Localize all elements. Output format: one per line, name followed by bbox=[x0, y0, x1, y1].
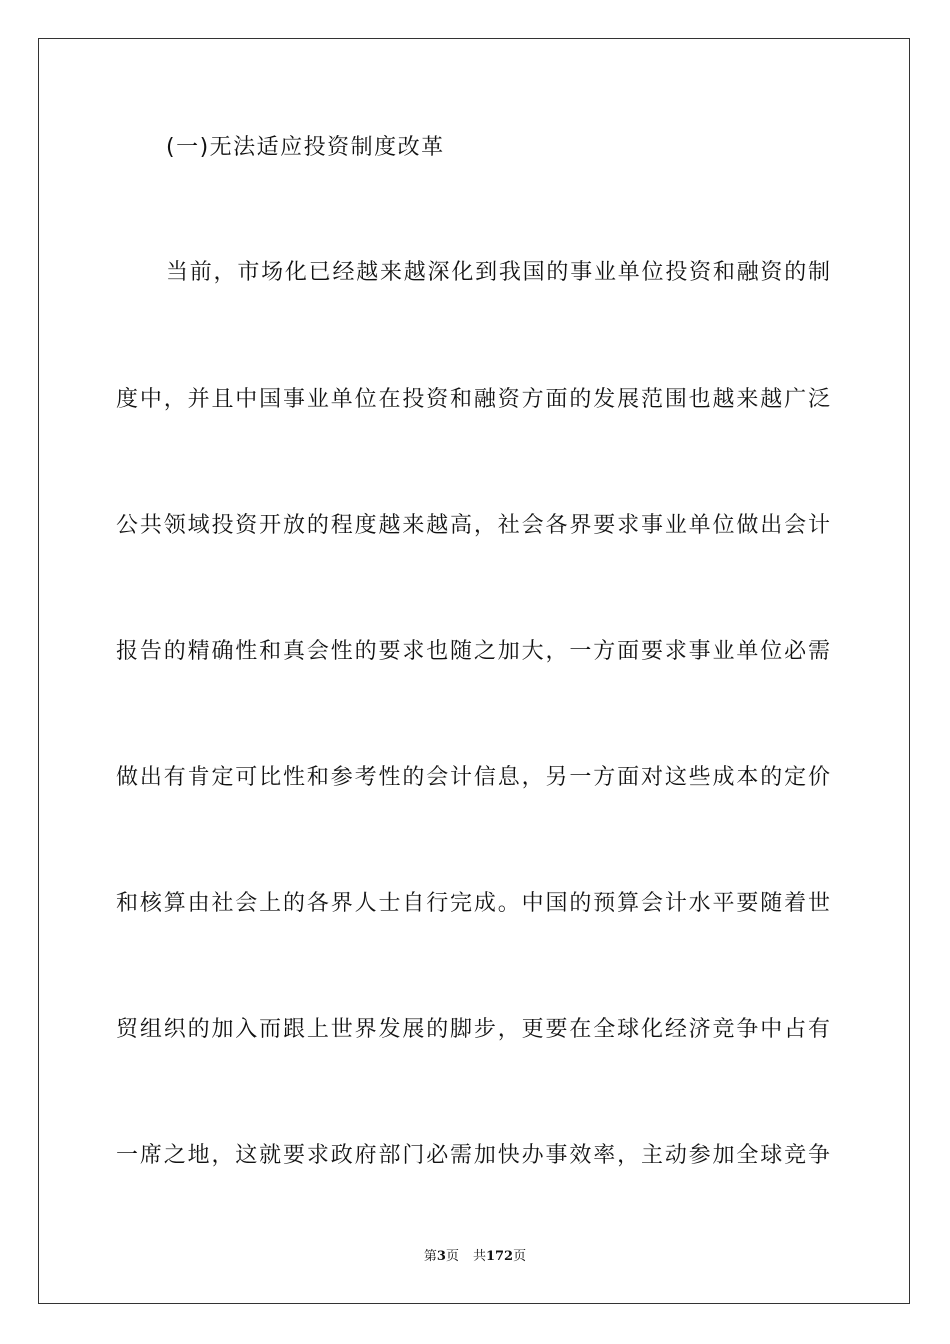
paragraph-line-5: 做出有肯定可比性和参考性的会计信息，另一方面对这些成本的定价 bbox=[116, 765, 830, 790]
total-suffix: 页 bbox=[513, 1249, 527, 1264]
paragraph-line-1: 当前，市场化已经越来越深化到我国的事业单位投资和融资的制 bbox=[166, 260, 830, 285]
page-footer bbox=[0, 1248, 950, 1266]
total-prefix: 共 bbox=[472, 1249, 486, 1264]
total-pages: 172 bbox=[485, 1249, 514, 1264]
paragraph-line-7: 贸组织的加入而跟上世界发展的脚步，更要在全球化经济竞争中占有 bbox=[116, 1017, 830, 1042]
page-number: 3 bbox=[436, 1249, 446, 1264]
section-heading: (一)无法适应投资制度改革 bbox=[166, 135, 445, 160]
paragraph-line-3: 公共领域投资开放的程度越来越高，社会各界要求事业单位做出会计 bbox=[116, 513, 830, 538]
paragraph-line-6: 和核算由社会上的各界人士自行完成。中国的预算会计水平要随着世 bbox=[116, 891, 830, 916]
paragraph-line-8: 一席之地，这就要求政府部门必需加快办事效率，主动参加全球竞争 bbox=[116, 1143, 830, 1168]
page-prefix: 第 bbox=[423, 1249, 437, 1264]
page-border bbox=[38, 38, 910, 1304]
page-suffix: 页 bbox=[445, 1249, 459, 1264]
paragraph-line-2: 度中，并且中国事业单位在投资和融资方面的发展范围也越来越广泛 bbox=[116, 387, 830, 412]
paragraph-line-4: 报告的精确性和真会性的要求也随之加大，一方面要求事业单位必需 bbox=[116, 639, 830, 664]
